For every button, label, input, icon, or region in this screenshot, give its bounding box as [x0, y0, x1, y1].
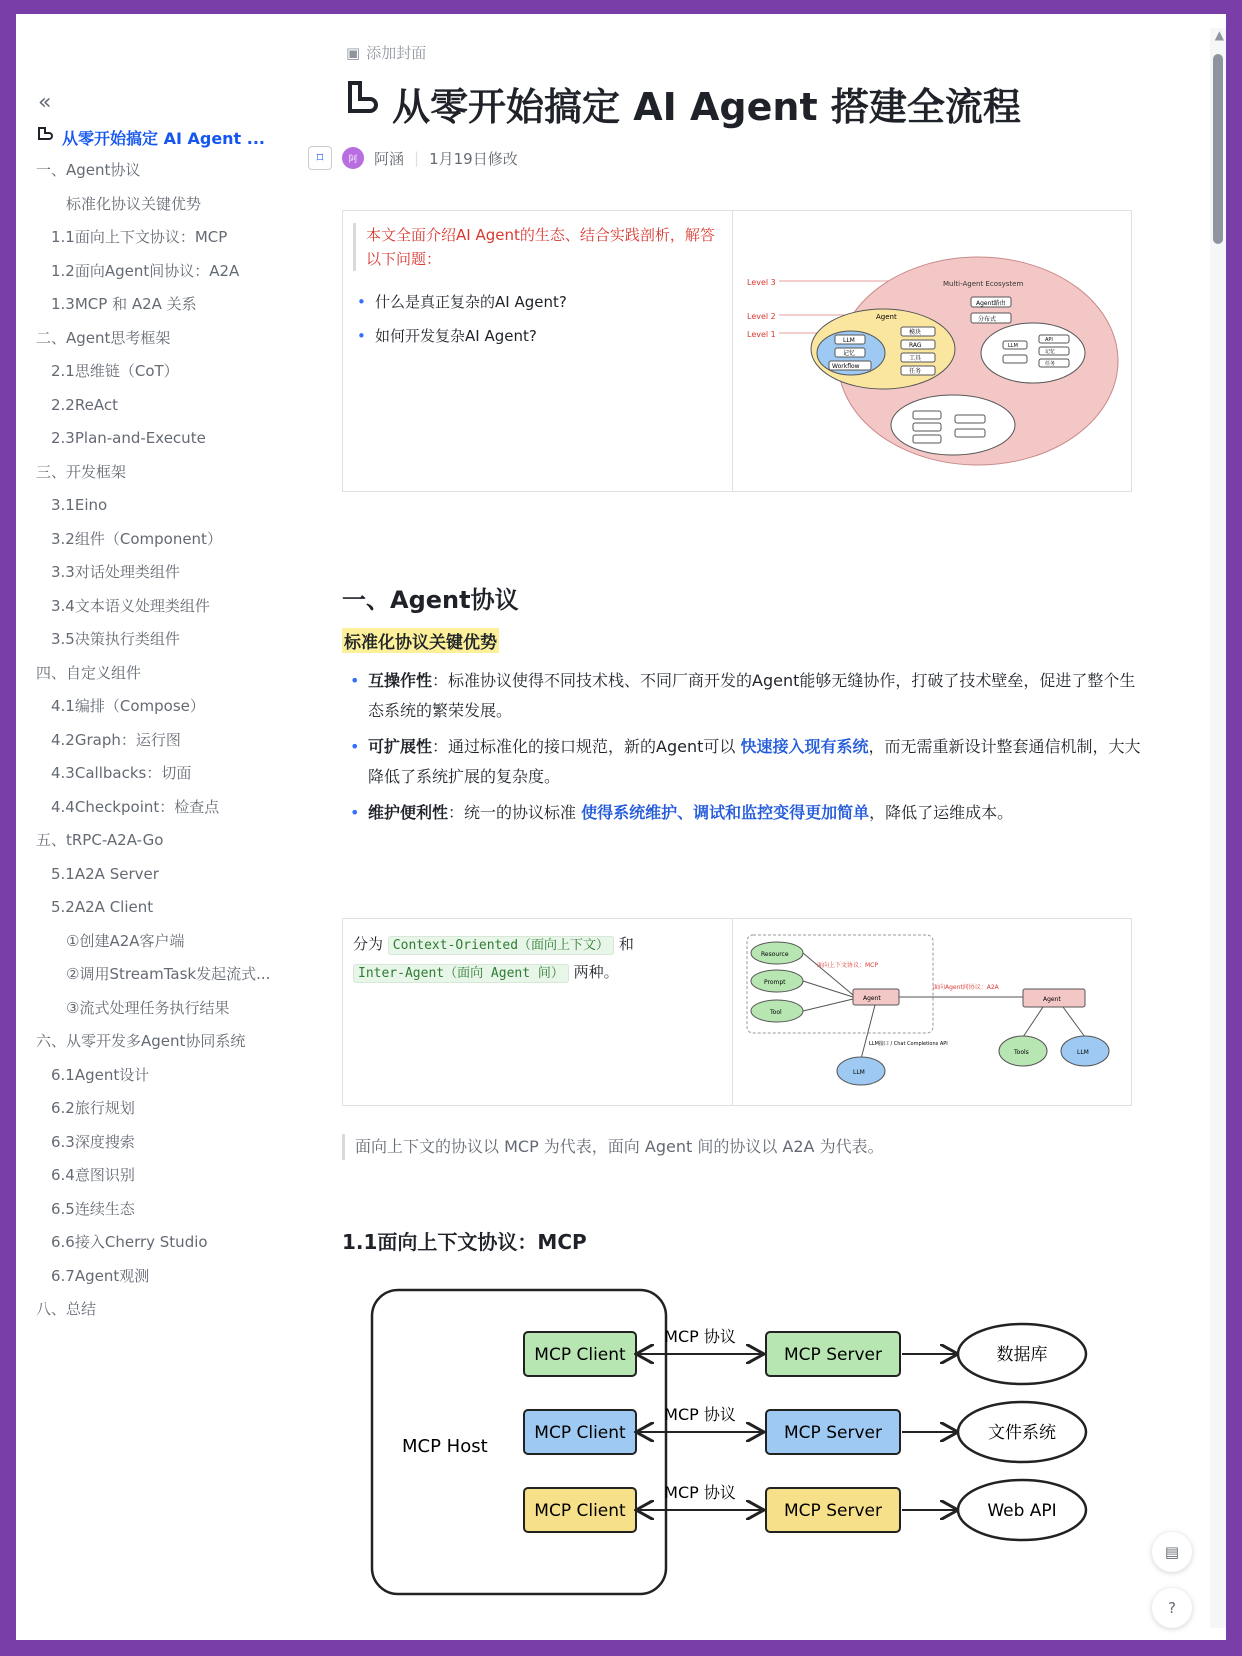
- protocol-label: MCP 协议: [664, 1483, 736, 1502]
- toc-item[interactable]: 6.1Agent设计: [51, 1065, 150, 1084]
- toc-item[interactable]: 1.3MCP 和 A2A 关系: [51, 295, 197, 313]
- agent-label: Agent: [876, 313, 897, 321]
- toc-item[interactable]: 2.3Plan-and-Execute: [51, 429, 206, 447]
- toc-item[interactable]: 二、Agent思考框架: [36, 328, 171, 347]
- toc-item[interactable]: 3.2组件（Component）: [51, 529, 222, 548]
- chevrons-left-icon[interactable]: «: [38, 90, 52, 115]
- toc-item[interactable]: 4.2Graph：运行图: [51, 730, 181, 749]
- node-label: Prompt: [764, 979, 786, 986]
- toc-item[interactable]: 4.4Checkpoint：检查点: [51, 797, 220, 816]
- image-icon: ▣: [346, 43, 361, 62]
- toc-item[interactable]: 3.1Eino: [51, 496, 108, 514]
- toc-item[interactable]: 6.7Agent观测: [51, 1266, 150, 1285]
- toc-item[interactable]: 三、开发框架: [36, 462, 127, 481]
- box-label: LLM: [843, 337, 855, 344]
- text: 分为: [353, 935, 384, 953]
- box-label: 记忆: [843, 350, 856, 357]
- mcp-label: 面向上下文协议：MCP: [817, 962, 878, 969]
- description: ，而无需重新设计整套通信机制，大大降低了系统扩展的复杂度。: [368, 737, 1141, 786]
- level-1-label: Level 1: [747, 330, 776, 339]
- protocol-types-card: [342, 918, 1132, 1106]
- toc-item[interactable]: 6.3深度搜索: [51, 1132, 135, 1151]
- toc-item[interactable]: 六、从零开发多Agent协同系统: [36, 1032, 246, 1050]
- term: 可扩展性: [368, 737, 433, 756]
- ecosystem-label: Multi-Agent Ecosystem: [943, 280, 1024, 288]
- box-label: Agent路由: [976, 300, 1006, 307]
- toc-item[interactable]: 标准化协议关键优势: [66, 194, 202, 213]
- blockquote-note: 面向上下文的协议以 MCP 为代表，面向 Agent 间的协议以 A2A 为代表。: [342, 1134, 884, 1160]
- mcp-host-label: MCP Host: [402, 1436, 488, 1457]
- toc-item[interactable]: 八、总结: [36, 1300, 97, 1318]
- author-name[interactable]: 阿涵: [374, 149, 405, 168]
- toc-item[interactable]: 2.2ReAct: [51, 395, 118, 414]
- page-title-text: 从零开始搞定 AI Agent 搭建全流程: [392, 85, 1021, 129]
- list-item: • 如何开发复杂AI Agent?: [353, 319, 722, 353]
- scroll-up-arrow-icon[interactable]: ▲: [1214, 28, 1224, 42]
- inline-code: Inter-Agent（面向 Agent 间）: [353, 964, 569, 983]
- section-heading: 一、Agent协议: [342, 586, 519, 614]
- text: 两种。: [573, 963, 619, 981]
- term-separator: ：: [432, 671, 449, 690]
- intro-text-column: [343, 211, 733, 491]
- subsection-heading: 1.1面向上下文协议：MCP: [342, 1230, 587, 1254]
- description: 统一的协议标准: [464, 803, 577, 822]
- term: 互操作性: [368, 671, 433, 690]
- list-item: • 什么是真正复杂的AI Agent?: [353, 285, 722, 319]
- toc-item[interactable]: ③流式处理任务执行结果: [66, 998, 230, 1017]
- list-item: [342, 732, 1142, 792]
- doc-meta: [308, 146, 518, 170]
- node-label: Tools: [1014, 1049, 1029, 1056]
- mcp-server-label: MCP Server: [784, 1345, 882, 1365]
- box-label: 任务: [1045, 361, 1056, 367]
- protocol-label: MCP 协议: [664, 1327, 736, 1346]
- toc-title-label: 从零开始搞定 AI Agent ...: [62, 128, 266, 148]
- mcp-server-label: MCP Server: [784, 1423, 882, 1443]
- target-label: Web API: [987, 1501, 1057, 1521]
- intro-quote: 本文全面介绍AI Agent的生态、结合实践剖析，解答以下问题：: [353, 223, 722, 271]
- help-icon[interactable]: ?: [1152, 1588, 1192, 1628]
- target-label: 文件系统: [988, 1423, 1056, 1443]
- modified-time: 1月19日修改: [429, 149, 518, 168]
- term-separator: ：: [448, 803, 465, 822]
- protocol-figure[interactable]: [733, 919, 1131, 1105]
- ecosystem-figure[interactable]: [733, 211, 1131, 491]
- mcp-architecture-diagram[interactable]: [346, 1274, 1146, 1604]
- flexed-arm-icon: [36, 126, 54, 148]
- page-title[interactable]: [342, 76, 1021, 131]
- toc-item[interactable]: 3.5决策执行类组件: [51, 630, 180, 648]
- node-label: Tool: [770, 1009, 782, 1016]
- emphasis: 使得系统维护、调试和监控变得更加简单: [581, 803, 870, 822]
- mcp-client-label: MCP Client: [534, 1345, 626, 1365]
- node-label: Resource: [761, 951, 789, 958]
- toc-item[interactable]: 一、Agent协议: [36, 161, 141, 179]
- box-label: 任务: [909, 368, 922, 375]
- box-label: 工具: [909, 355, 922, 362]
- box-label: RAG: [909, 342, 922, 349]
- document-icon[interactable]: ▤: [1152, 1532, 1192, 1572]
- box-label: 分布式: [978, 316, 997, 323]
- add-cover-label: 添加封面: [366, 44, 427, 62]
- mcp-client-label: MCP Client: [534, 1501, 626, 1521]
- box-label: Workflow: [832, 363, 860, 370]
- toc-item[interactable]: ②调用StreamTask发起流式...: [66, 965, 271, 983]
- a2a-label: 面向Agent间协议：A2A: [933, 984, 999, 991]
- mcp-client-label: MCP Client: [534, 1423, 626, 1443]
- toc-item[interactable]: 5.2A2A Client: [51, 898, 154, 916]
- protocol-types-text: [343, 919, 733, 1105]
- node-label: Agent: [1043, 996, 1061, 1003]
- toc-item[interactable]: ①创建A2A客户端: [66, 931, 185, 950]
- list-item: [342, 666, 1142, 726]
- add-cover-button[interactable]: [346, 42, 426, 63]
- highlighted-heading: 标准化协议关键优势: [342, 628, 499, 653]
- scrollbar[interactable]: [1210, 28, 1226, 1628]
- term-separator: ：: [432, 737, 449, 756]
- level-3-label: Level 3: [747, 278, 776, 287]
- toc-item[interactable]: 四、自定义组件: [36, 663, 142, 682]
- flexed-arm-icon: [342, 79, 382, 128]
- toc-item[interactable]: 五、tRPC-A2A-Go: [36, 831, 164, 849]
- mcp-server-label: MCP Server: [784, 1501, 882, 1521]
- target-label: 数据库: [996, 1345, 1048, 1365]
- box-label: 记忆: [1045, 349, 1056, 355]
- toc-item[interactable]: 4.1编排（Compose）: [51, 697, 205, 715]
- toc-item[interactable]: 1.2面向Agent间协议：A2A: [51, 261, 240, 280]
- box-label: API: [1045, 337, 1053, 343]
- list-item: [342, 798, 1142, 828]
- app-window: [16, 14, 1226, 1640]
- table-of-contents: [36, 120, 286, 1327]
- description: ，降低了运维成本。: [869, 803, 1014, 822]
- toc-item[interactable]: 6.5连续生态: [51, 1199, 135, 1218]
- box-label: LLM: [1008, 343, 1018, 349]
- llm-api-label: LLM接口 / Chat Completions API: [869, 1041, 948, 1047]
- bookmark-icon[interactable]: ⌑: [308, 146, 332, 170]
- toc-list: [36, 154, 286, 1327]
- toc-item[interactable]: 3.4文本语义处理类组件: [51, 596, 210, 615]
- toc-item[interactable]: 4.3Callbacks：切面: [51, 764, 192, 782]
- emphasis: 快速接入现有系统: [740, 737, 869, 756]
- sub-agent-ellipse: [891, 395, 1015, 455]
- box-label: 模块: [909, 329, 922, 336]
- node-label: Agent: [863, 995, 881, 1002]
- scrollbar-thumb[interactable]: [1213, 54, 1223, 244]
- inline-code: Context-Oriented（面向上下文）: [388, 936, 614, 955]
- intro-card: [342, 210, 1132, 492]
- toc-item[interactable]: 2.1思维链（CoT）: [51, 362, 179, 380]
- description: 通过标准化的接口规范，新的Agent可以: [448, 737, 736, 756]
- term: 维护便利性: [368, 803, 449, 822]
- description: 标准协议使得不同技术栈、不同厂商开发的Agent能够无缝协作，打破了技术壁垒，促进了整个生态系统的繁荣发展。: [368, 671, 1136, 720]
- intro-bullets: [353, 285, 722, 353]
- divider: |: [414, 149, 420, 167]
- advantages-list: [342, 666, 1142, 834]
- toc-item[interactable]: 6.2旅行规划: [51, 1099, 135, 1117]
- protocol-label: MCP 协议: [664, 1405, 736, 1424]
- toc-title[interactable]: [36, 120, 286, 154]
- node-label: LLM: [1077, 1049, 1089, 1056]
- level-2-label: Level 2: [747, 312, 776, 321]
- toc-item[interactable]: 1.1面向上下文协议：MCP: [51, 228, 228, 246]
- toc-item[interactable]: 3.3对话处理类组件: [51, 563, 180, 581]
- avatar[interactable]: 阿: [342, 147, 364, 169]
- node-label: LLM: [853, 1069, 865, 1076]
- toc-item[interactable]: 5.1A2A Server: [51, 864, 159, 883]
- toc-item[interactable]: 6.4意图识别: [51, 1166, 135, 1184]
- toc-item[interactable]: 6.6接入Cherry Studio: [51, 1233, 208, 1251]
- text: 和: [618, 935, 634, 953]
